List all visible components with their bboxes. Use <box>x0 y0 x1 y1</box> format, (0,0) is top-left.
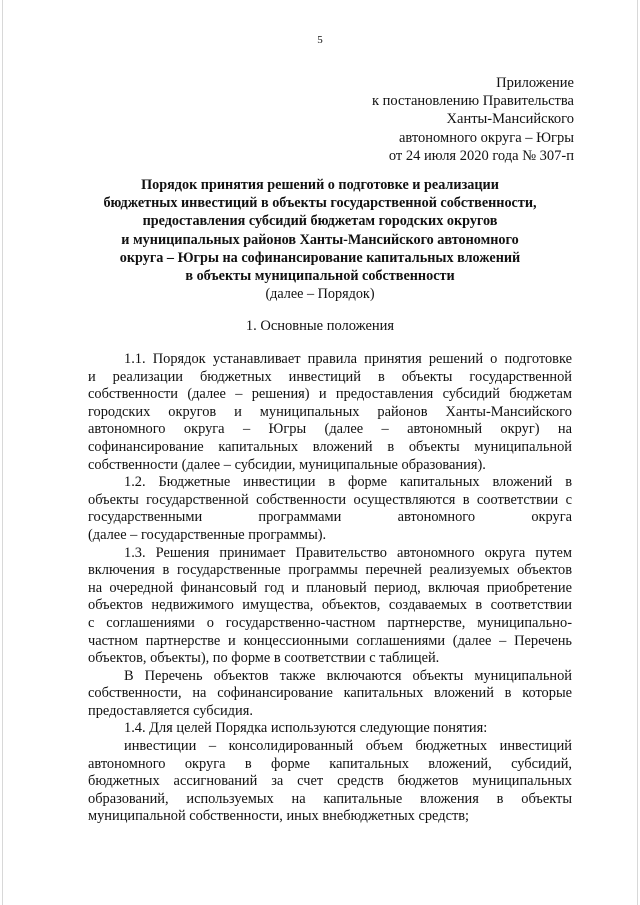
body-line: (далее – государственные программы). <box>88 526 327 543</box>
body-line: автономного округа – Югры (далее – автономный округ) на <box>88 421 572 438</box>
body-line: муниципальной собственности, иных внебюджетных средств; <box>88 808 470 825</box>
body-line: на очередной финансовый год и плановый период, включая приобретение <box>88 579 572 596</box>
body-line: объектов недвижимого имущества, объектов, создаваемых в соответствии <box>88 597 572 614</box>
appendix-line: Ханты-Мансийского <box>446 111 574 128</box>
page-edge-right <box>637 0 638 905</box>
title-subtitle: (далее – Порядок) <box>265 286 375 303</box>
title-line: в объекты муниципальной собственности <box>185 268 455 285</box>
body-line: софинансирование капитальных вложений в объекты муниципальной <box>88 438 572 455</box>
title-line: предоставления субсидий бюджетам городских округов <box>142 213 498 230</box>
section-heading: 1. Основные положения <box>245 318 395 334</box>
body-line: объекты государственной собственности осуществляются в соответствии с <box>88 491 572 508</box>
body-line: и реализации бюджетных инвестиций в объекты государственной <box>88 368 572 385</box>
title-line: Порядок принятия решений о подготовке и реализации <box>141 177 499 193</box>
appendix-line: автономного округа – Югры <box>398 129 574 146</box>
page-edge-left <box>2 0 3 905</box>
appendix-block <box>372 74 574 165</box>
body-line: городских округов и муниципальных районов Ханты-Мансийского <box>88 403 572 420</box>
appendix-line: к постановлению Правительства <box>372 93 574 110</box>
page-number: 5 <box>317 34 323 46</box>
body-line: с соглашениями о государственно-частном партнерстве, муниципально- <box>88 614 572 631</box>
body-line: объектов, объекты), по форме в соответствии с таблицей. <box>88 650 440 667</box>
title-line: и муниципальных районов Ханты-Мансийского автономного <box>121 231 519 248</box>
body-line: частном партнерстве и концессионными соглашениями (далее – Перечень <box>88 632 572 649</box>
body-text <box>88 351 572 826</box>
title-line: округа – Югры на софинансирование капитальных вложений <box>119 249 521 266</box>
body-line: инвестиции – консолидированный объем бюджетных инвестиций <box>124 738 572 755</box>
body-line: 1.1. Порядок устанавливает правила принятия решений о подготовке <box>124 351 572 367</box>
document-title <box>60 176 580 303</box>
body-line: 1.4. Для целей Порядка используются следующие понятия: <box>124 720 488 737</box>
body-line: 1.2. Бюджетные инвестиции в форме капитальных вложений в <box>124 474 572 491</box>
appendix-line: Приложение <box>496 75 574 91</box>
body-line: предоставляется субсидия. <box>88 702 253 719</box>
appendix-line: от 24 июля 2020 года № 307-п <box>388 147 574 164</box>
body-line: собственности, на софинансирование капитальных вложений в которые <box>88 685 572 702</box>
body-line: государственными программами автономного округа <box>88 509 572 526</box>
body-line: включения в государственные программы перечней реализуемых объектов <box>88 562 572 579</box>
body-line: бюджетных ассигнований за счет средств бюджетов муниципальных <box>88 773 572 790</box>
body-line: автономного округа в форме капитальных вложений, субсидий, <box>88 755 572 772</box>
body-line: собственности (далее – субсидии, муниципальные образования). <box>88 456 486 473</box>
body-line: образований, используемых на капитальные вложения в объекты <box>88 790 572 807</box>
title-line: бюджетных инвестиций в объекты государственной собственности, <box>103 195 537 212</box>
body-line: 1.3. Решения принимает Правительство автономного округа путем <box>124 544 572 561</box>
body-line: собственности (далее – решения) и предоставления субсидий бюджетам <box>88 386 572 403</box>
body-line: В Перечень объектов также включаются объекты муниципальной <box>124 667 572 684</box>
